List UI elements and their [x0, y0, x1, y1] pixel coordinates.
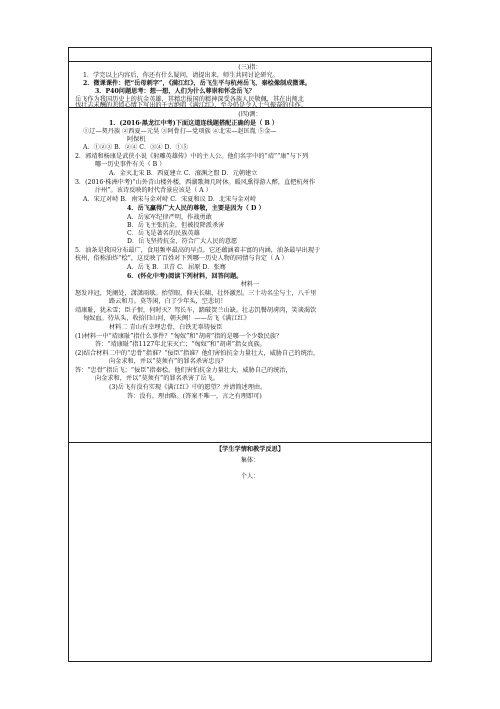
group-reflection-label: 集体：	[240, 457, 260, 464]
question-line: (2)结合材料二中的“忠骨”指谁？“佞臣”指谁？他们害怕抗金力量壮大，威胁自己的统治，	[75, 350, 320, 357]
question-line: A．岳家军纪律严明，作战勇敢	[127, 214, 212, 221]
guide-line: 2．微课课件：把“岳母刺字”，《满江红》，岳飞生平与杭州岳飞、秦桧像制成微课。	[83, 80, 311, 87]
guide-line: 伐壮志未酬的悲愤心情下写出的千古绝唱《满江红》，至今仍是令人士气振奋的佳作。	[75, 102, 308, 109]
question-line: 向金求和，并以“莫须有”的罪名杀害忠良？	[109, 358, 227, 365]
question-line: 哪一历史事件有关（ B ）	[95, 161, 166, 168]
question-line: 汴州”。该诗反映的时代背景应该是（ A ）	[95, 187, 212, 194]
answer-line: 答：“忠骨”指岳飞；“佞臣”指秦桧。他们害怕抗金力量壮大，威胁自己的统治，	[75, 367, 292, 374]
question-line: 杭州，俗称油炸“桧”，这反映了百姓对下列哪一历史人物的同情与肯定（ A ）	[75, 255, 288, 262]
question-line: 4．岳飞赢得广大人民的尊敬，主要是因为（ D ）	[127, 205, 265, 212]
guide-line: 1．学完以上内容后，你还有什么疑问，请提出来，师生共同讨论研究。	[83, 72, 279, 79]
poem-line: 匈奴血。待从头，收拾旧山河，朝天阙！——岳飞《满江红》	[83, 315, 251, 322]
question-line: D．岳飞坚持抗金，符合广大人民的意愿	[127, 238, 238, 245]
guide-line: 岳飞作为我国历史上的抗金英雄，其精忠报国的精神深受各族人民敬佩，其在出师北	[75, 96, 304, 103]
answer-line: 向金求和，并以“莫须有”的罪名杀害了岳飞。	[95, 375, 219, 382]
header-row	[69, 48, 431, 62]
question-line: 6．(怀化中考)阅读下列材料，回答问题。	[127, 273, 243, 280]
section-guide-title: (三)指：	[238, 64, 262, 71]
question-line: A．宋辽对峙 B．南宋与金对峙 C．宋夏和议 D．北宋与金对峙	[83, 196, 257, 203]
material-line: 材料二 青山有幸埋忠骨，白铁无辜铸佞臣	[109, 324, 223, 331]
section-guide	[69, 62, 431, 108]
guide-line: 3．P40问题思考：想一想，人们为什么尊崇和怀念岳飞？	[95, 88, 255, 95]
question-line: A．岳飞 B．卫青 C．屈原 D．张骞	[127, 264, 226, 271]
question-line: 5．油条是我国分布最广，食用频率最高的早点。它还蕴涵着丰富的内涵，油条最早出现于	[75, 247, 321, 254]
question-line: A．金灭北宋 B．西夏建立 C．澶渊之盟 D．元朝建立	[109, 170, 258, 177]
question-line: 2．郭靖和杨康是武侠小说《射雕英雄传》中的主人公。他们名字中的“靖”“康”与下列	[75, 153, 309, 160]
personal-reflection-label: 个人：	[240, 473, 260, 480]
question-line: (1)材料一中“靖康耻”指什么事件？“匈奴”和“胡虏”指的是哪一个少数民族？	[75, 333, 283, 340]
question-line: 阿保机	[127, 136, 146, 143]
question-line: B．岳飞主张抗金，但被投降派杀害	[127, 222, 225, 229]
answer-line: 答：没有。理由略。(答案不唯一，言之有理即可)	[127, 393, 262, 400]
lesson-plan-table	[68, 47, 432, 662]
poem-line: 怒发冲冠，凭阑处，潇潇雨歇。抬望眼，仰天长啸，壮怀激烈。三十功名尘与土，八千里	[75, 290, 317, 297]
section-test-title: (四)测：	[238, 111, 262, 118]
question-line: (3)岳飞有没有实现《满江红》中的愿望？并请简述理由。	[109, 384, 267, 391]
poem-line: 路云和月。莫等闲，白了少年头，空悲切！	[109, 298, 227, 305]
section-reflection	[69, 443, 431, 663]
question-line: C．岳飞是著名的民族英雄	[127, 230, 200, 237]
question-line: 1．(2016·黑龙江中考)下面这道连线题搭配正确的是（ B ）	[109, 120, 279, 127]
question-line: A．①②③ B．②④ C．③④ D．①⑤	[83, 144, 189, 151]
answer-line: 答：“靖康耻”指1127年北宋灭亡；“匈奴”和“胡虏”指女真族。	[95, 341, 266, 348]
reflection-title: 【学生学情和教学反思】	[215, 446, 285, 453]
question-line: 3．(2016·株洲中考)“山外青山楼外楼，西湖歌舞几时休。暖风熏得游人醉，直把杭州作	[75, 179, 316, 186]
section-test	[69, 108, 431, 443]
material-label: 材料一	[240, 281, 260, 288]
poem-line: 靖康耻，犹未雪；臣子恨，何时灭？驾长车，踏破贺兰山缺。壮志饥餐胡虏肉，笑谈渴饮	[75, 307, 317, 314]
question-line: ①辽—契丹族 ②西夏—元昊 ③阿骨打—党项族 ④北宋—赵匡胤 ⑤金—	[83, 128, 277, 135]
